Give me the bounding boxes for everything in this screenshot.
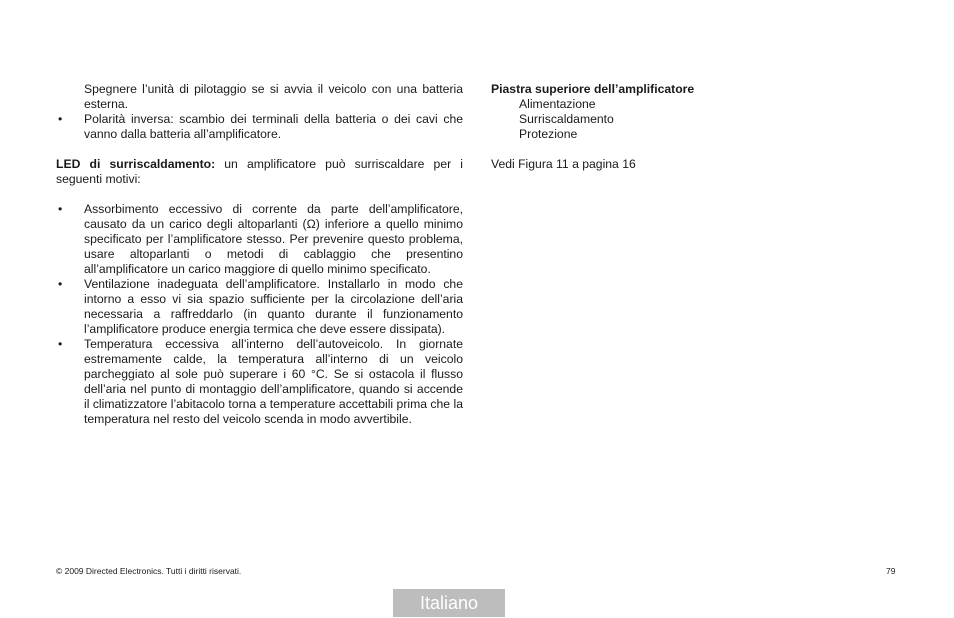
figure-reference: Vedi Figura 11 a pagina 16 — [491, 157, 636, 171]
bullet-item — [56, 202, 463, 277]
list-item: Surriscaldamento — [519, 112, 614, 126]
intro-paragraph: Spegnere l’unità di pilotaggio se si avvia il veicolo con una batteria esterna. — [84, 82, 463, 111]
bullet-text: Temperatura eccessiva all’interno dell’autoveicolo. In giornate estremamente calde, la temperatura all’interno di un veicolo parcheggiato al sole può superare i 60 °C. Se si ostacola il flusso dell’aria nel punto di montaggio dell’amplificatore, quando si accende il climatizzatore l’abitacolo torna a temperature accettabili prima che la temperatura nel resto del veicolo scenda in modo avvertibile. — [84, 337, 463, 426]
bullet-item — [56, 277, 463, 337]
led-paragraph — [56, 157, 463, 187]
bullet-dot: • — [58, 337, 63, 351]
left-column — [56, 82, 463, 427]
led-heading: LED di surriscaldamento: — [56, 157, 216, 171]
bullet-dot: • — [58, 202, 63, 216]
language-tab: Italiano — [393, 589, 505, 617]
bullet-dot: • — [58, 277, 63, 291]
amplifier-panel-heading: Piastra superiore dell’amplificatore — [491, 82, 695, 96]
bullet-polarity — [56, 112, 463, 142]
page-number: 79 — [886, 566, 896, 576]
copyright: © 2009 Directed Electronics. Tutti i diritti riservati. — [56, 566, 242, 576]
right-column — [491, 82, 891, 172]
bullet-item — [56, 337, 463, 427]
led-text: un amplificatore può surriscaldare per i seguenti motivi: — [56, 157, 463, 186]
bullet-dot: • — [58, 112, 63, 126]
bullet-polarity-text: Polarità inversa: scambio dei terminali della batteria o dei cavi che vanno dalla batteria all’amplificatore. — [84, 112, 463, 141]
bullet-text: Ventilazione inadeguata dell’amplificatore. Installarlo in modo che intorno a esso vi sia spazio sufficiente per la circolazione dell’aria necessaria a raffreddarlo (in quanto durante il funzionamento l’amplificatore produce energia termica che deve essere dissipata). — [84, 277, 463, 336]
bullet-text: Assorbimento eccessivo di corrente da parte dell’amplificatore, causato da un carico degli altoparlanti (Ω) inferiore a quello minimo specificato per l’amplificatore stesso. Per prevenire questo problema, usare altoparlanti o metodi di cablaggio che presentino all’amplificatore un carico maggiore di quello minimo specificato. — [84, 202, 463, 276]
list-item: Alimentazione — [519, 97, 596, 111]
list-item: Protezione — [519, 127, 578, 141]
